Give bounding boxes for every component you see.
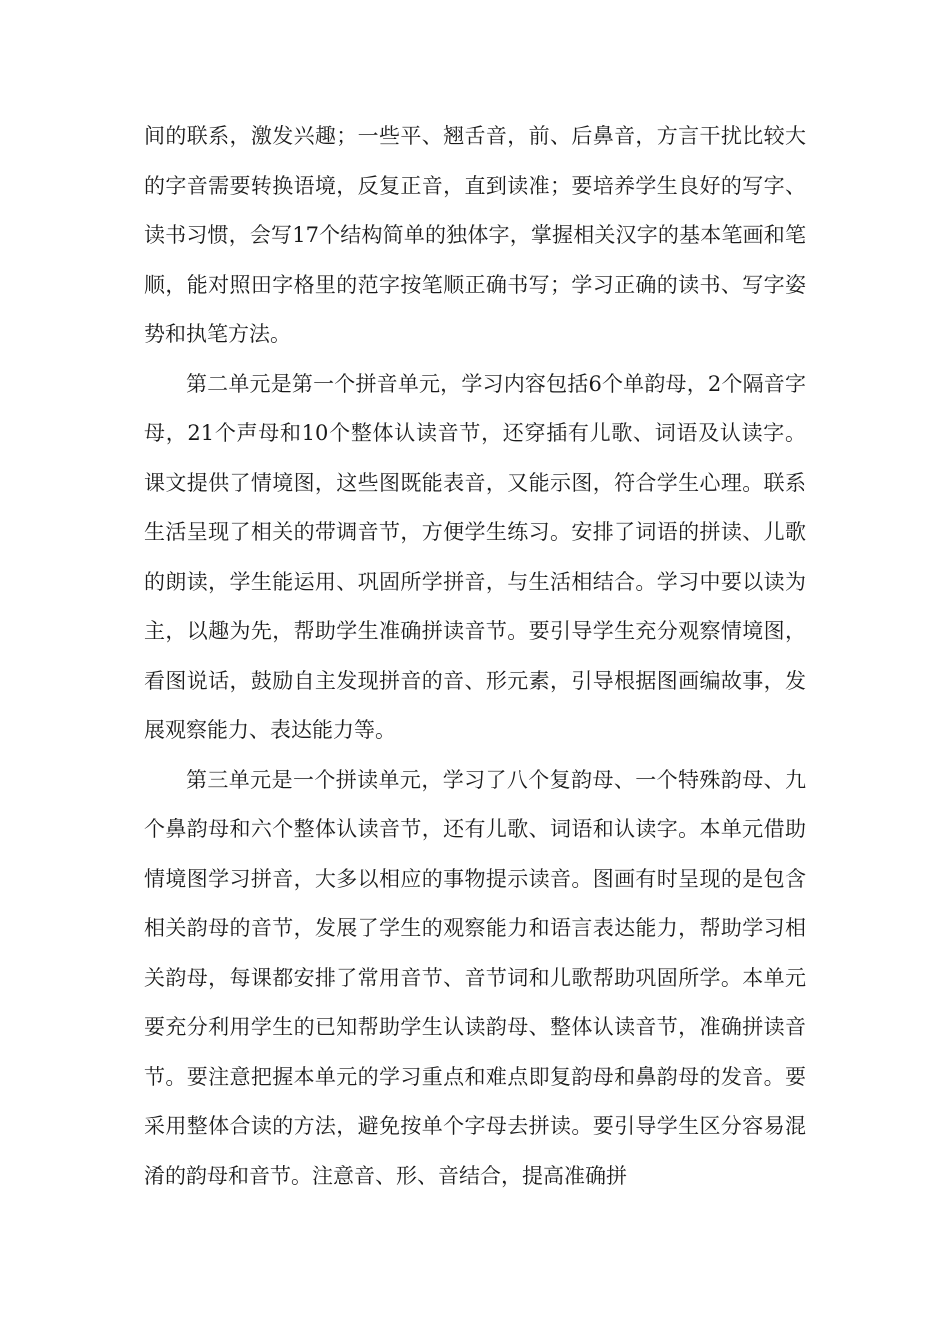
paragraph-2: 第二单元是第一个拼音单元，学习内容包括6个单韵母，2个隔音字母，21个声母和10个整体认读音节，还穿插有儿歌、词语及认读字。课文提供了情境图，这些图既能表音，又能示图，符合学生心理。联系生活呈现了相关的带调音节，方便学生练习。安排了词语的拼读、儿歌的朗读，学生能运用、巩固所学拼音，与生活相结合。学习中要以读为主，以趣为先，帮助学生准确拼读音节。要引导学生充分观察情境图，看图说话，鼓励自主发现拼音的音、形元素，引导根据图画编故事，发展观察能力、表达能力等。 bbox=[144, 371, 806, 742]
document-body bbox=[144, 112, 806, 1201]
paragraph-1: 间的联系，激发兴趣；一些平、翘舌音，前、后鼻音，方言干扰比较大的字音需要转换语境，反复正音，直到读准；要培养学生良好的写字、读书习惯，会写17个结构简单的独体字，掌握相关汉字的基本笔画和笔顺，能对照田字格里的范字按笔顺正确书写；学习正确的读书、写字姿势和执笔方法。 bbox=[144, 124, 806, 346]
paragraph-3: 第三单元是一个拼读单元，学习了八个复韵母、一个特殊韵母、九个鼻韵母和六个整体认读音节，还有儿歌、词语和认读字。本单元借助情境图学习拼音，大多以相应的事物提示读音。图画有时呈现的是包含相关韵母的音节，发展了学生的观察能力和语言表达能力，帮助学习相关韵母，每课都安排了常用音节、音节词和儿歌帮助巩固所学。本单元要充分利用学生的已知帮助学生认读韵母、整体认读音节，准确拼读音节。要注意把握本单元的学习重点和难点即复韵母和鼻韵母的发音。要采用整体合读的方法，避免按单个字母去拼读。要引导学生区分容易混淆的韵母和音节。注意音、形、音结合，提高准确拼 bbox=[144, 767, 806, 1188]
